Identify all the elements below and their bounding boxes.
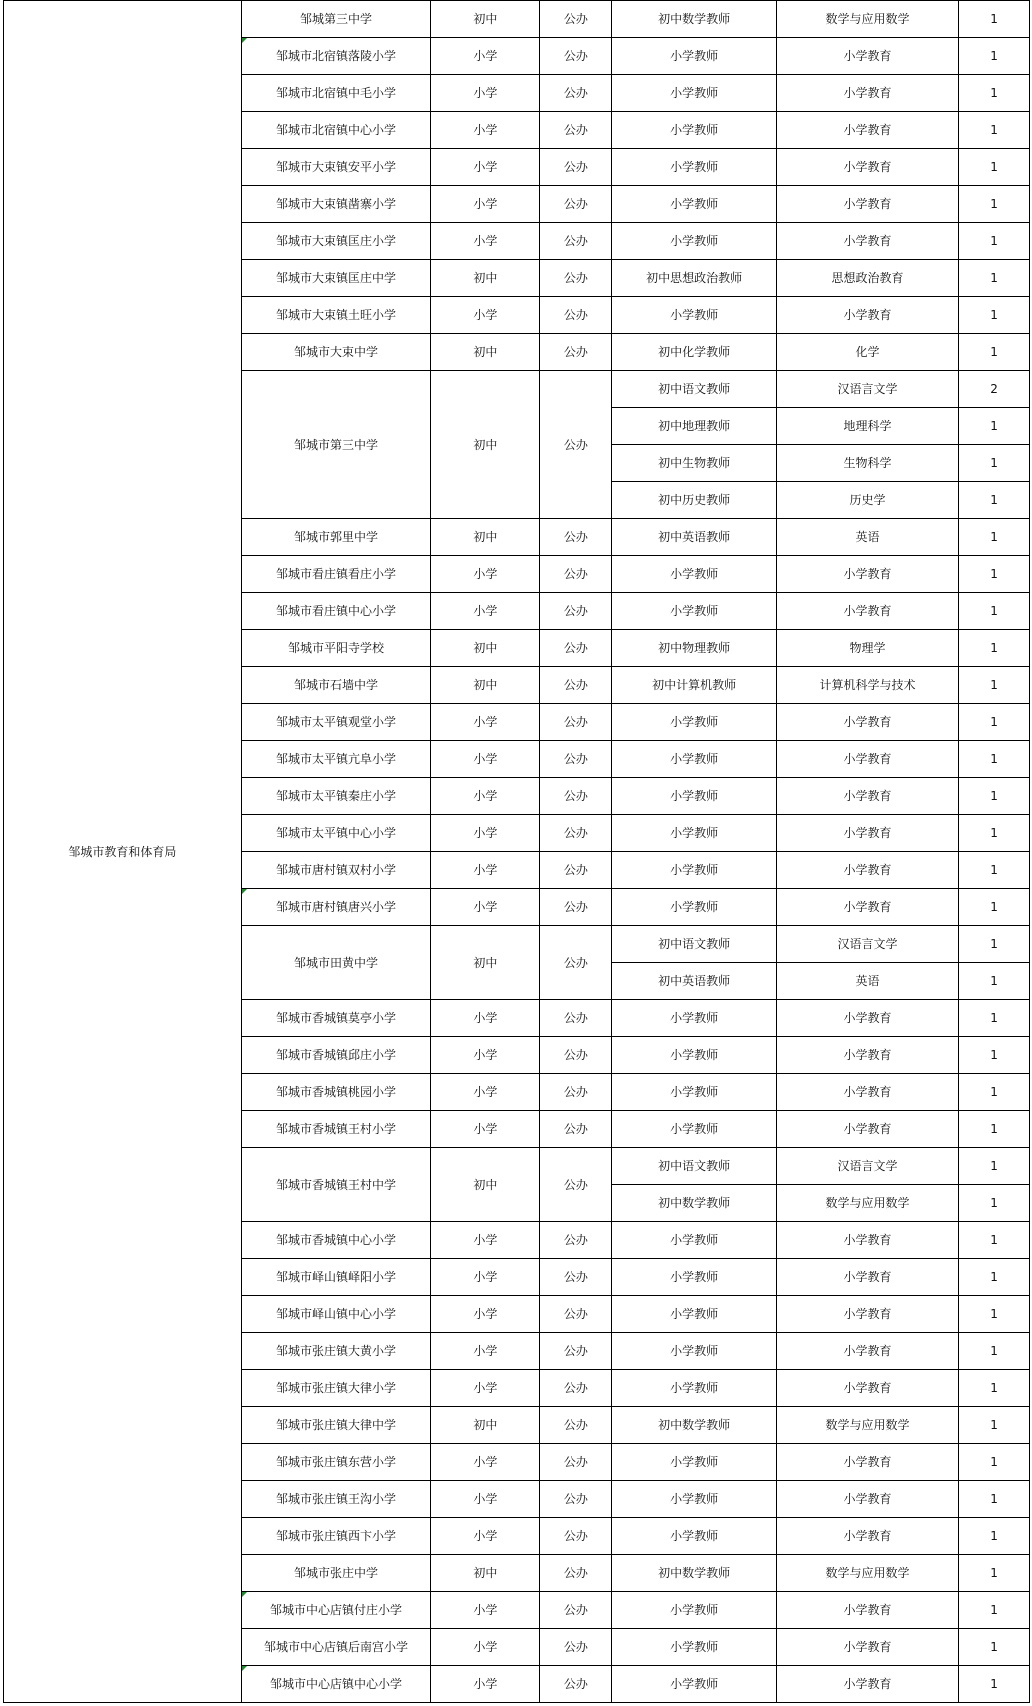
- school-level-cell: 小学: [431, 1444, 540, 1481]
- post-cell: 小学教师: [612, 38, 777, 75]
- school-name-cell: 邹城市北宿镇中心小学: [241, 112, 431, 149]
- post-cell: 初中语文教师: [612, 371, 777, 408]
- school-level-cell: 初中: [431, 1148, 540, 1222]
- major-cell: 小学教育: [777, 223, 959, 260]
- school-level-cell: 小学: [431, 1370, 540, 1407]
- school-type-cell: 公办: [540, 593, 612, 630]
- school-name-cell: 邹城市田黄中学: [241, 926, 431, 1000]
- count-cell: 1: [959, 1666, 1030, 1703]
- school-name-cell: 邹城市中心店镇中心小学: [241, 1666, 431, 1703]
- post-cell: 初中数学教师: [612, 1555, 777, 1592]
- school-name-cell: 邹城市张庄中学: [241, 1555, 431, 1592]
- school-level-cell: 初中: [431, 371, 540, 519]
- school-type-cell: 公办: [540, 1370, 612, 1407]
- school-type-cell: 公办: [540, 1444, 612, 1481]
- school-level-cell: 小学: [431, 593, 540, 630]
- major-cell: 小学教育: [777, 1333, 959, 1370]
- school-type-cell: 公办: [540, 1555, 612, 1592]
- post-cell: 小学教师: [612, 297, 777, 334]
- school-name-cell: 邹城市唐村镇双村小学: [241, 852, 431, 889]
- school-type-cell: 公办: [540, 1296, 612, 1333]
- school-level-cell: 初中: [431, 519, 540, 556]
- school-level-cell: 小学: [431, 112, 540, 149]
- school-name-cell: 邹城第三中学: [241, 1, 431, 38]
- school-type-cell: 公办: [540, 1, 612, 38]
- school-type-cell: 公办: [540, 1074, 612, 1111]
- count-cell: 2: [959, 371, 1030, 408]
- school-type-cell: 公办: [540, 556, 612, 593]
- school-name-cell: 邹城市大束镇安平小学: [241, 149, 431, 186]
- count-cell: 1: [959, 741, 1030, 778]
- school-level-cell: 小学: [431, 1111, 540, 1148]
- major-cell: 小学教育: [777, 1444, 959, 1481]
- school-level-cell: 小学: [431, 889, 540, 926]
- school-type-cell: 公办: [540, 1111, 612, 1148]
- major-cell: 小学教育: [777, 1296, 959, 1333]
- count-cell: 1: [959, 223, 1030, 260]
- count-cell: 1: [959, 852, 1030, 889]
- school-level-cell: 小学: [431, 1666, 540, 1703]
- school-type-cell: 公办: [540, 1222, 612, 1259]
- count-cell: 1: [959, 149, 1030, 186]
- major-cell: 小学教育: [777, 778, 959, 815]
- school-type-cell: 公办: [540, 260, 612, 297]
- school-level-cell: 小学: [431, 75, 540, 112]
- count-cell: 1: [959, 445, 1030, 482]
- school-level-cell: 初中: [431, 926, 540, 1000]
- school-type-cell: 公办: [540, 1481, 612, 1518]
- school-type-cell: 公办: [540, 1148, 612, 1222]
- school-name-cell: 邹城市峄山镇峄阳小学: [241, 1259, 431, 1296]
- school-name-cell: 邹城市大束镇凿寨小学: [241, 186, 431, 223]
- count-cell: 1: [959, 1185, 1030, 1222]
- school-type-cell: 公办: [540, 667, 612, 704]
- major-cell: 小学教育: [777, 815, 959, 852]
- school-level-cell: 小学: [431, 815, 540, 852]
- school-name-cell: 邹城市大束镇匡庄中学: [241, 260, 431, 297]
- major-cell: 小学教育: [777, 75, 959, 112]
- count-cell: 1: [959, 889, 1030, 926]
- school-name-cell: 邹城市唐村镇唐兴小学: [241, 889, 431, 926]
- post-cell: 小学教师: [612, 1629, 777, 1666]
- count-cell: 1: [959, 260, 1030, 297]
- major-cell: 汉语言文学: [777, 926, 959, 963]
- school-type-cell: 公办: [540, 1333, 612, 1370]
- major-cell: 数学与应用数学: [777, 1185, 959, 1222]
- school-name-cell: 邹城市香城镇桃园小学: [241, 1074, 431, 1111]
- school-type-cell: 公办: [540, 112, 612, 149]
- major-cell: 小学教育: [777, 1666, 959, 1703]
- count-cell: 1: [959, 1518, 1030, 1555]
- major-cell: 小学教育: [777, 297, 959, 334]
- school-name-cell: 邹城市北宿镇中毛小学: [241, 75, 431, 112]
- major-cell: 小学教育: [777, 1592, 959, 1629]
- count-cell: 1: [959, 408, 1030, 445]
- major-cell: 小学教育: [777, 1074, 959, 1111]
- major-cell: 小学教育: [777, 112, 959, 149]
- post-cell: 小学教师: [612, 556, 777, 593]
- count-cell: 1: [959, 556, 1030, 593]
- major-cell: 汉语言文学: [777, 371, 959, 408]
- school-level-cell: 小学: [431, 1296, 540, 1333]
- school-level-cell: 初中: [431, 1, 540, 38]
- school-level-cell: 小学: [431, 1592, 540, 1629]
- major-cell: 小学教育: [777, 1000, 959, 1037]
- post-cell: 初中化学教师: [612, 334, 777, 371]
- major-cell: 化学: [777, 334, 959, 371]
- post-cell: 初中英语教师: [612, 963, 777, 1000]
- school-type-cell: 公办: [540, 630, 612, 667]
- school-level-cell: 小学: [431, 1259, 540, 1296]
- post-cell: 小学教师: [612, 1333, 777, 1370]
- post-cell: 小学教师: [612, 1518, 777, 1555]
- post-cell: 初中数学教师: [612, 1185, 777, 1222]
- major-cell: 小学教育: [777, 1481, 959, 1518]
- post-cell: 小学教师: [612, 1296, 777, 1333]
- post-cell: 小学教师: [612, 1444, 777, 1481]
- major-cell: 小学教育: [777, 1629, 959, 1666]
- major-cell: 生物科学: [777, 445, 959, 482]
- major-cell: 数学与应用数学: [777, 1407, 959, 1444]
- school-level-cell: 小学: [431, 1481, 540, 1518]
- school-level-cell: 初中: [431, 630, 540, 667]
- count-cell: 1: [959, 1629, 1030, 1666]
- count-cell: 1: [959, 482, 1030, 519]
- school-name-cell: 邹城市张庄镇大黄小学: [241, 1333, 431, 1370]
- school-level-cell: 小学: [431, 186, 540, 223]
- post-cell: 小学教师: [612, 75, 777, 112]
- school-type-cell: 公办: [540, 741, 612, 778]
- school-name-cell: 邹城市香城镇莫亭小学: [241, 1000, 431, 1037]
- school-name-cell: 邹城市平阳寺学校: [241, 630, 431, 667]
- post-cell: 小学教师: [612, 1000, 777, 1037]
- post-cell: 初中数学教师: [612, 1, 777, 38]
- count-cell: 1: [959, 1148, 1030, 1185]
- post-cell: 小学教师: [612, 815, 777, 852]
- major-cell: 思想政治教育: [777, 260, 959, 297]
- school-type-cell: 公办: [540, 778, 612, 815]
- major-cell: 物理学: [777, 630, 959, 667]
- school-level-cell: 初中: [431, 260, 540, 297]
- school-name-cell: 邹城市香城镇邱庄小学: [241, 1037, 431, 1074]
- school-type-cell: 公办: [540, 1259, 612, 1296]
- school-level-cell: 小学: [431, 1333, 540, 1370]
- post-cell: 小学教师: [612, 1666, 777, 1703]
- count-cell: 1: [959, 667, 1030, 704]
- major-cell: 英语: [777, 519, 959, 556]
- school-type-cell: 公办: [540, 1592, 612, 1629]
- school-level-cell: 小学: [431, 704, 540, 741]
- major-cell: 小学教育: [777, 1259, 959, 1296]
- count-cell: 1: [959, 1444, 1030, 1481]
- school-name-cell: 邹城市中心店镇付庄小学: [241, 1592, 431, 1629]
- school-name-cell: 邹城市太平镇中心小学: [241, 815, 431, 852]
- count-cell: 1: [959, 1259, 1030, 1296]
- school-type-cell: 公办: [540, 1000, 612, 1037]
- count-cell: 1: [959, 778, 1030, 815]
- major-cell: 汉语言文学: [777, 1148, 959, 1185]
- post-cell: 小学教师: [612, 741, 777, 778]
- school-name-cell: 邹城市大束镇匡庄小学: [241, 223, 431, 260]
- count-cell: 1: [959, 1407, 1030, 1444]
- school-level-cell: 初中: [431, 667, 540, 704]
- school-type-cell: 公办: [540, 186, 612, 223]
- major-cell: 小学教育: [777, 149, 959, 186]
- school-type-cell: 公办: [540, 223, 612, 260]
- school-type-cell: 公办: [540, 38, 612, 75]
- major-cell: 小学教育: [777, 889, 959, 926]
- school-type-cell: 公办: [540, 1666, 612, 1703]
- major-cell: 小学教育: [777, 1037, 959, 1074]
- major-cell: 小学教育: [777, 1111, 959, 1148]
- school-level-cell: 小学: [431, 223, 540, 260]
- school-level-cell: 初中: [431, 1407, 540, 1444]
- school-type-cell: 公办: [540, 519, 612, 556]
- school-name-cell: 邹城市香城镇中心小学: [241, 1222, 431, 1259]
- post-cell: 小学教师: [612, 852, 777, 889]
- school-type-cell: 公办: [540, 889, 612, 926]
- count-cell: 1: [959, 1296, 1030, 1333]
- school-name-cell: 邹城市大束镇土旺小学: [241, 297, 431, 334]
- major-cell: 小学教育: [777, 852, 959, 889]
- post-cell: 初中生物教师: [612, 445, 777, 482]
- table-row: [4, 1, 1030, 38]
- count-cell: 1: [959, 75, 1030, 112]
- school-name-cell: 邹城市张庄镇东营小学: [241, 1444, 431, 1481]
- major-cell: 英语: [777, 963, 959, 1000]
- count-cell: 1: [959, 1, 1030, 38]
- school-level-cell: 初中: [431, 1555, 540, 1592]
- school-type-cell: 公办: [540, 75, 612, 112]
- post-cell: 小学教师: [612, 1481, 777, 1518]
- major-cell: 小学教育: [777, 1518, 959, 1555]
- major-cell: 小学教育: [777, 741, 959, 778]
- major-cell: 地理科学: [777, 408, 959, 445]
- post-cell: 小学教师: [612, 1037, 777, 1074]
- post-cell: 小学教师: [612, 704, 777, 741]
- count-cell: 1: [959, 926, 1030, 963]
- count-cell: 1: [959, 1555, 1030, 1592]
- school-type-cell: 公办: [540, 1518, 612, 1555]
- post-cell: 小学教师: [612, 149, 777, 186]
- post-cell: 小学教师: [612, 1111, 777, 1148]
- school-name-cell: 邹城市太平镇秦庄小学: [241, 778, 431, 815]
- school-name-cell: 邹城市看庄镇看庄小学: [241, 556, 431, 593]
- school-level-cell: 小学: [431, 778, 540, 815]
- school-name-cell: 邹城市郭里中学: [241, 519, 431, 556]
- school-type-cell: 公办: [540, 1037, 612, 1074]
- post-cell: 初中语文教师: [612, 1148, 777, 1185]
- count-cell: 1: [959, 815, 1030, 852]
- school-type-cell: 公办: [540, 297, 612, 334]
- school-name-cell: 邹城市张庄镇大律小学: [241, 1370, 431, 1407]
- post-cell: 小学教师: [612, 778, 777, 815]
- school-type-cell: 公办: [540, 1407, 612, 1444]
- major-cell: 小学教育: [777, 556, 959, 593]
- post-cell: 初中数学教师: [612, 1407, 777, 1444]
- school-name-cell: 邹城市大束中学: [241, 334, 431, 371]
- post-cell: 小学教师: [612, 186, 777, 223]
- count-cell: 1: [959, 1592, 1030, 1629]
- school-name-cell: 邹城市太平镇亢阜小学: [241, 741, 431, 778]
- major-cell: 数学与应用数学: [777, 1, 959, 38]
- school-level-cell: 小学: [431, 556, 540, 593]
- school-name-cell: 邹城市峄山镇中心小学: [241, 1296, 431, 1333]
- school-name-cell: 邹城市太平镇观堂小学: [241, 704, 431, 741]
- count-cell: 1: [959, 1111, 1030, 1148]
- department-cell: 邹城市教育和体育局: [4, 1, 242, 1703]
- count-cell: 1: [959, 1037, 1030, 1074]
- school-name-cell: 邹城市香城镇王村小学: [241, 1111, 431, 1148]
- school-level-cell: 小学: [431, 1000, 540, 1037]
- school-type-cell: 公办: [540, 852, 612, 889]
- major-cell: 数学与应用数学: [777, 1555, 959, 1592]
- post-cell: 初中思想政治教师: [612, 260, 777, 297]
- table-body: [4, 1, 1030, 1703]
- school-type-cell: 公办: [540, 1629, 612, 1666]
- post-cell: 小学教师: [612, 223, 777, 260]
- school-type-cell: 公办: [540, 371, 612, 519]
- count-cell: 1: [959, 1370, 1030, 1407]
- school-type-cell: 公办: [540, 815, 612, 852]
- count-cell: 1: [959, 38, 1030, 75]
- major-cell: 小学教育: [777, 1222, 959, 1259]
- school-name-cell: 邹城市中心店镇后南宫小学: [241, 1629, 431, 1666]
- count-cell: 1: [959, 1000, 1030, 1037]
- school-level-cell: 小学: [431, 741, 540, 778]
- school-name-cell: 邹城市张庄镇王沟小学: [241, 1481, 431, 1518]
- count-cell: 1: [959, 593, 1030, 630]
- count-cell: 1: [959, 630, 1030, 667]
- count-cell: 1: [959, 963, 1030, 1000]
- school-level-cell: 小学: [431, 1518, 540, 1555]
- school-level-cell: 小学: [431, 1222, 540, 1259]
- major-cell: 小学教育: [777, 186, 959, 223]
- school-name-cell: 邹城市第三中学: [241, 371, 431, 519]
- school-type-cell: 公办: [540, 334, 612, 371]
- school-level-cell: 小学: [431, 1074, 540, 1111]
- school-type-cell: 公办: [540, 149, 612, 186]
- school-type-cell: 公办: [540, 704, 612, 741]
- school-type-cell: 公办: [540, 926, 612, 1000]
- post-cell: 初中物理教师: [612, 630, 777, 667]
- school-level-cell: 小学: [431, 149, 540, 186]
- major-cell: 小学教育: [777, 593, 959, 630]
- major-cell: 计算机科学与技术: [777, 667, 959, 704]
- count-cell: 1: [959, 704, 1030, 741]
- post-cell: 初中地理教师: [612, 408, 777, 445]
- post-cell: 小学教师: [612, 1222, 777, 1259]
- recruitment-table: [3, 0, 1030, 1703]
- count-cell: 1: [959, 334, 1030, 371]
- post-cell: 小学教师: [612, 1074, 777, 1111]
- major-cell: 小学教育: [777, 704, 959, 741]
- school-level-cell: 小学: [431, 852, 540, 889]
- school-name-cell: 邹城市香城镇王村中学: [241, 1148, 431, 1222]
- school-name-cell: 邹城市张庄镇西卞小学: [241, 1518, 431, 1555]
- post-cell: 小学教师: [612, 1592, 777, 1629]
- post-cell: 初中英语教师: [612, 519, 777, 556]
- count-cell: 1: [959, 1074, 1030, 1111]
- school-name-cell: 邹城市看庄镇中心小学: [241, 593, 431, 630]
- school-name-cell: 邹城市张庄镇大律中学: [241, 1407, 431, 1444]
- count-cell: 1: [959, 519, 1030, 556]
- count-cell: 1: [959, 1222, 1030, 1259]
- school-level-cell: 小学: [431, 297, 540, 334]
- count-cell: 1: [959, 112, 1030, 149]
- major-cell: 小学教育: [777, 1370, 959, 1407]
- post-cell: 小学教师: [612, 1259, 777, 1296]
- major-cell: 历史学: [777, 482, 959, 519]
- count-cell: 1: [959, 1333, 1030, 1370]
- school-level-cell: 初中: [431, 334, 540, 371]
- school-level-cell: 小学: [431, 1629, 540, 1666]
- count-cell: 1: [959, 186, 1030, 223]
- post-cell: 小学教师: [612, 112, 777, 149]
- post-cell: 小学教师: [612, 593, 777, 630]
- count-cell: 1: [959, 297, 1030, 334]
- major-cell: 小学教育: [777, 38, 959, 75]
- school-level-cell: 小学: [431, 38, 540, 75]
- school-name-cell: 邹城市北宿镇落陵小学: [241, 38, 431, 75]
- school-level-cell: 小学: [431, 1037, 540, 1074]
- post-cell: 初中计算机教师: [612, 667, 777, 704]
- count-cell: 1: [959, 1481, 1030, 1518]
- school-name-cell: 邹城市石墙中学: [241, 667, 431, 704]
- post-cell: 初中历史教师: [612, 482, 777, 519]
- post-cell: 小学教师: [612, 889, 777, 926]
- post-cell: 初中语文教师: [612, 926, 777, 963]
- post-cell: 小学教师: [612, 1370, 777, 1407]
